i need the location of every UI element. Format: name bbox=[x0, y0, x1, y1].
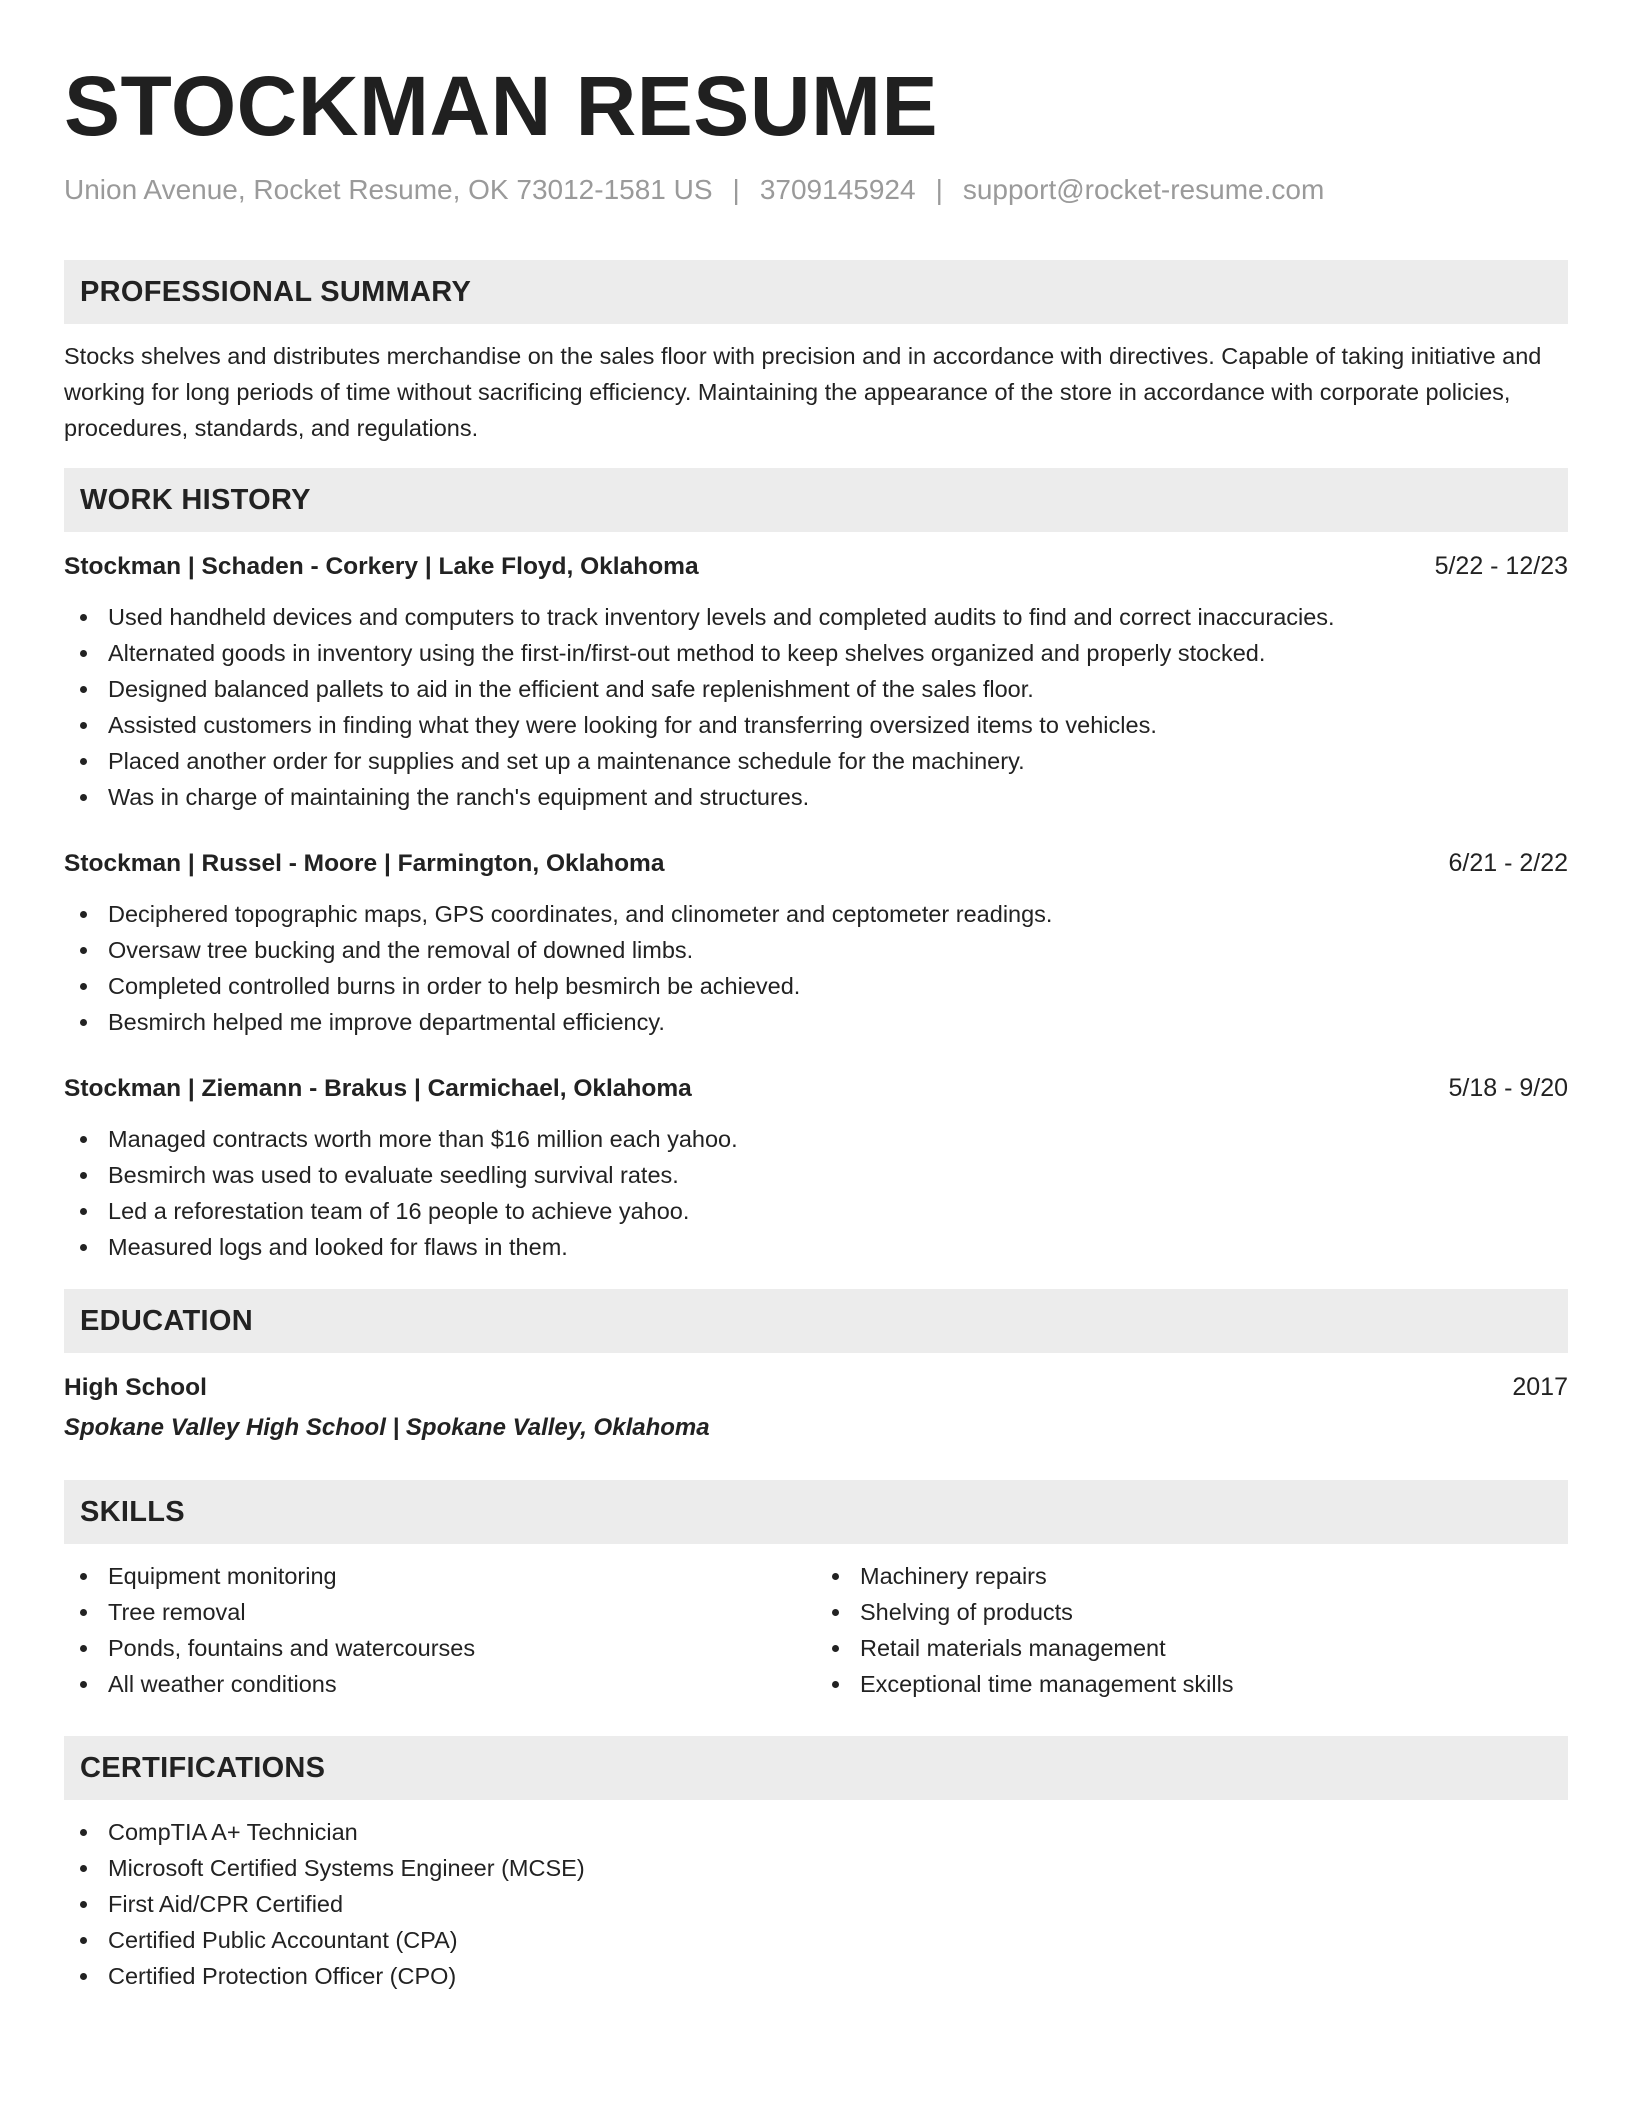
skill-text: Machinery repairs bbox=[860, 1563, 1047, 1589]
bullet-text: Designed balanced pallets to aid in the efficient and safe replenishment of the sales floor. bbox=[108, 676, 1034, 702]
job-title: Stockman | Russel - Moore | Farmington, Oklahoma bbox=[64, 850, 665, 877]
contact-email: support@rocket-resume.com bbox=[962, 174, 1325, 205]
job-title: Stockman | Ziemann - Brakus | Carmichael, Oklahoma bbox=[64, 1075, 692, 1102]
education-header bbox=[64, 1369, 1568, 1406]
bullet-icon bbox=[80, 794, 87, 801]
list-item bbox=[64, 896, 1568, 932]
education-school: Spokane Valley High School | Spokane Valley, Oklahoma bbox=[64, 1414, 710, 1441]
list-item bbox=[64, 1886, 1568, 1922]
job-entry bbox=[64, 1070, 1568, 1265]
list-item bbox=[64, 1594, 816, 1630]
list-item bbox=[64, 1193, 1568, 1229]
job-title: Stockman | Schaden - Corkery | Lake Floyd, Oklahoma bbox=[64, 553, 699, 580]
list-item bbox=[64, 1814, 1568, 1850]
list-item bbox=[64, 743, 1568, 779]
bullet-icon bbox=[80, 1973, 87, 1980]
skill-text: All weather conditions bbox=[108, 1671, 337, 1697]
job-bullets bbox=[64, 599, 1568, 815]
skills-column-right bbox=[816, 1558, 1568, 1702]
section-heading-certifications: CERTIFICATIONS bbox=[64, 1736, 1568, 1800]
skill-text: Retail materials management bbox=[860, 1635, 1166, 1661]
list-item bbox=[64, 1630, 816, 1666]
bullet-icon bbox=[80, 1829, 87, 1836]
bullet-icon bbox=[80, 758, 87, 765]
bullet-icon bbox=[80, 947, 87, 954]
bullet-text: Besmirch helped me improve departmental efficiency. bbox=[108, 1009, 665, 1035]
list-item bbox=[816, 1558, 1568, 1594]
certification-text: CompTIA A+ Technician bbox=[108, 1819, 358, 1845]
bullet-icon bbox=[80, 614, 87, 621]
bullet-text: Completed controlled burns in order to help besmirch be achieved. bbox=[108, 973, 801, 999]
job-header bbox=[64, 1070, 1568, 1107]
bullet-icon bbox=[80, 1136, 87, 1143]
summary-text: Stocks shelves and distributes merchandise on the sales floor with precision and in accordance with directives. Capable of taking initiative and working for long periods of time without sacrificing efficiency. Maintaining the appearance of the store in accordance with corporate policies, procedures, standards, and regulations. bbox=[64, 343, 1542, 441]
bullet-icon bbox=[80, 1609, 87, 1616]
job-entry bbox=[64, 845, 1568, 1040]
list-item bbox=[816, 1630, 1568, 1666]
bullet-icon bbox=[80, 1937, 87, 1944]
bullet-icon bbox=[832, 1609, 839, 1616]
bullet-text: Assisted customers in finding what they were looking for and transferring oversized items to vehicles. bbox=[108, 712, 1157, 738]
list-item bbox=[64, 1558, 816, 1594]
list-item bbox=[64, 707, 1568, 743]
list-item bbox=[64, 599, 1568, 635]
bullet-icon bbox=[80, 911, 87, 918]
list-item bbox=[64, 1121, 1568, 1157]
certification-text: Microsoft Certified Systems Engineer (MCSE) bbox=[108, 1855, 585, 1881]
skill-text: Shelving of products bbox=[860, 1599, 1073, 1625]
job-dates: 5/18 - 9/20 bbox=[1448, 1074, 1568, 1102]
bullet-text: Besmirch was used to evaluate seedling survival rates. bbox=[108, 1162, 679, 1188]
bullet-icon bbox=[80, 1645, 87, 1652]
certification-text: First Aid/CPR Certified bbox=[108, 1891, 344, 1917]
bullet-text: Managed contracts worth more than $16 million each yahoo. bbox=[108, 1126, 738, 1152]
bullet-text: Measured logs and looked for flaws in them. bbox=[108, 1234, 568, 1260]
list-item bbox=[64, 932, 1568, 968]
list-item bbox=[64, 1666, 816, 1702]
bullet-text: Led a reforestation team of 16 people to achieve yahoo. bbox=[108, 1198, 690, 1224]
list-item bbox=[816, 1594, 1568, 1630]
section-heading-education: EDUCATION bbox=[64, 1289, 1568, 1353]
list-item bbox=[64, 671, 1568, 707]
contact-phone: 3709145924 bbox=[759, 174, 916, 205]
skills-column-left bbox=[64, 1558, 816, 1702]
bullet-icon bbox=[80, 1865, 87, 1872]
education-degree: High School bbox=[64, 1374, 207, 1401]
bullet-icon bbox=[80, 1573, 87, 1580]
bullet-icon bbox=[80, 650, 87, 657]
bullet-icon bbox=[80, 1172, 87, 1179]
bullet-icon bbox=[80, 1901, 87, 1908]
contact-separator: | bbox=[935, 174, 943, 205]
list-item bbox=[64, 1004, 1568, 1040]
contact-address: Union Avenue, Rocket Resume, OK 73012-1581 US bbox=[64, 174, 713, 205]
bullet-icon bbox=[832, 1681, 839, 1688]
list-item bbox=[816, 1666, 1568, 1702]
job-bullets bbox=[64, 1121, 1568, 1265]
job-dates: 5/22 - 12/23 bbox=[1434, 552, 1568, 580]
job-bullets bbox=[64, 896, 1568, 1040]
bullet-icon bbox=[80, 686, 87, 693]
contact-line bbox=[64, 172, 1568, 208]
list-item bbox=[64, 1850, 1568, 1886]
bullet-icon bbox=[80, 1208, 87, 1215]
skill-text: Equipment monitoring bbox=[108, 1563, 337, 1589]
list-item bbox=[64, 1958, 1568, 1994]
education-year: 2017 bbox=[1512, 1373, 1568, 1401]
bullet-text: Was in charge of maintaining the ranch's equipment and structures. bbox=[108, 784, 810, 810]
job-entry bbox=[64, 548, 1568, 815]
job-header bbox=[64, 845, 1568, 882]
certifications-list bbox=[64, 1814, 1568, 1994]
bullet-text: Alternated goods in inventory using the first-in/first-out method to keep shelves organized and properly stocked. bbox=[108, 640, 1266, 666]
bullet-icon bbox=[80, 1681, 87, 1688]
bullet-text: Oversaw tree bucking and the removal of downed limbs. bbox=[108, 937, 694, 963]
skills-list bbox=[64, 1558, 816, 1702]
skill-text: Tree removal bbox=[108, 1599, 246, 1625]
bullet-icon bbox=[80, 1019, 87, 1026]
skill-text: Ponds, fountains and watercourses bbox=[108, 1635, 476, 1661]
job-dates: 6/21 - 2/22 bbox=[1448, 849, 1568, 877]
bullet-icon bbox=[80, 983, 87, 990]
skills-list bbox=[816, 1558, 1568, 1702]
bullet-icon bbox=[832, 1645, 839, 1652]
list-item bbox=[64, 635, 1568, 671]
bullet-icon bbox=[832, 1573, 839, 1580]
list-item bbox=[64, 779, 1568, 815]
list-item bbox=[64, 1922, 1568, 1958]
certification-text: Certified Protection Officer (CPO) bbox=[108, 1963, 457, 1989]
certification-text: Certified Public Accountant (CPA) bbox=[108, 1927, 458, 1953]
contact-separator: | bbox=[732, 174, 740, 205]
list-item bbox=[64, 1229, 1568, 1265]
list-item bbox=[64, 1157, 1568, 1193]
section-heading-work-history: WORK HISTORY bbox=[64, 468, 1568, 532]
bullet-icon bbox=[80, 722, 87, 729]
section-heading-summary: PROFESSIONAL SUMMARY bbox=[64, 260, 1568, 324]
skill-text: Exceptional time management skills bbox=[860, 1671, 1234, 1697]
bullet-text: Deciphered topographic maps, GPS coordinates, and clinometer and ceptometer readings. bbox=[108, 901, 1053, 927]
list-item bbox=[64, 968, 1568, 1004]
job-header bbox=[64, 548, 1568, 585]
bullet-text: Used handheld devices and computers to track inventory levels and completed audits to find and correct inaccuracies. bbox=[108, 604, 1335, 630]
bullet-icon bbox=[80, 1244, 87, 1251]
bullet-text: Placed another order for supplies and set up a maintenance schedule for the machinery. bbox=[108, 748, 1025, 774]
section-heading-skills: SKILLS bbox=[64, 1480, 1568, 1544]
resume-title: STOCKMAN RESUME bbox=[64, 59, 938, 153]
skills-grid bbox=[64, 1558, 1568, 1702]
